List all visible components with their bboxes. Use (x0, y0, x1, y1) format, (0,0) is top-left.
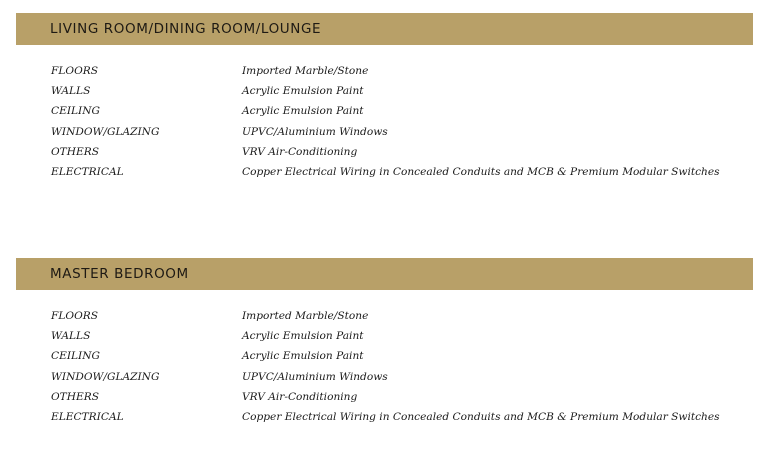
spec-value: UPVC/Aluminium Windows (242, 370, 388, 383)
spec-value: Acrylic Emulsion Paint (242, 350, 364, 363)
spec-key: WINDOW/GLAZING (51, 370, 160, 383)
spec-key: CEILING (51, 350, 100, 363)
spec-key: WINDOW/GLAZING (51, 125, 160, 138)
spec-list (16, 61, 753, 182)
spec-key: FLOORS (51, 65, 98, 78)
spec-value: VRV Air-Conditioning (242, 145, 358, 158)
spec-row-walls (51, 326, 753, 346)
spec-value: Acrylic Emulsion Paint (242, 85, 364, 98)
spec-row-ceiling (51, 346, 753, 366)
spec-key: ELECTRICAL (51, 411, 124, 424)
spec-row-electrical (51, 407, 753, 427)
spec-key: FLOORS (51, 310, 98, 323)
spec-value: Copper Electrical Wiring in Concealed Conduits and MCB & Premium Modular Switches (242, 166, 720, 179)
spec-value: Copper Electrical Wiring in Concealed Conduits and MCB & Premium Modular Switches (242, 411, 720, 424)
spec-row-window-glazing (51, 122, 753, 142)
spec-value: Acrylic Emulsion Paint (242, 330, 364, 343)
spec-row-walls (51, 81, 753, 101)
spec-row-ceiling (51, 101, 753, 121)
spec-row-floors (51, 306, 753, 326)
section-header-band (16, 13, 753, 45)
spec-row-others (51, 387, 753, 407)
spec-key: OTHERS (51, 390, 99, 403)
master-bedroom-section (16, 258, 753, 427)
spec-row-floors (51, 61, 753, 81)
spec-key: WALLS (51, 330, 91, 343)
spec-value: VRV Air-Conditioning (242, 390, 358, 403)
spec-value: Imported Marble/Stone (242, 310, 369, 323)
spec-value: Imported Marble/Stone (242, 65, 369, 78)
spec-row-window-glazing (51, 367, 753, 387)
spec-key: WALLS (51, 85, 91, 98)
spec-key: ELECTRICAL (51, 166, 124, 179)
spec-key: CEILING (51, 105, 100, 118)
living-dining-lounge-section (16, 13, 753, 182)
spec-row-electrical (51, 162, 753, 182)
spec-value: Acrylic Emulsion Paint (242, 105, 364, 118)
spec-key: OTHERS (51, 145, 99, 158)
section-header-band (16, 258, 753, 290)
spec-row-others (51, 142, 753, 162)
section-title: LIVING ROOM/DINING ROOM/LOUNGE (50, 21, 322, 37)
spec-list (16, 306, 753, 427)
section-title: MASTER BEDROOM (50, 266, 189, 282)
spec-value: UPVC/Aluminium Windows (242, 125, 388, 138)
